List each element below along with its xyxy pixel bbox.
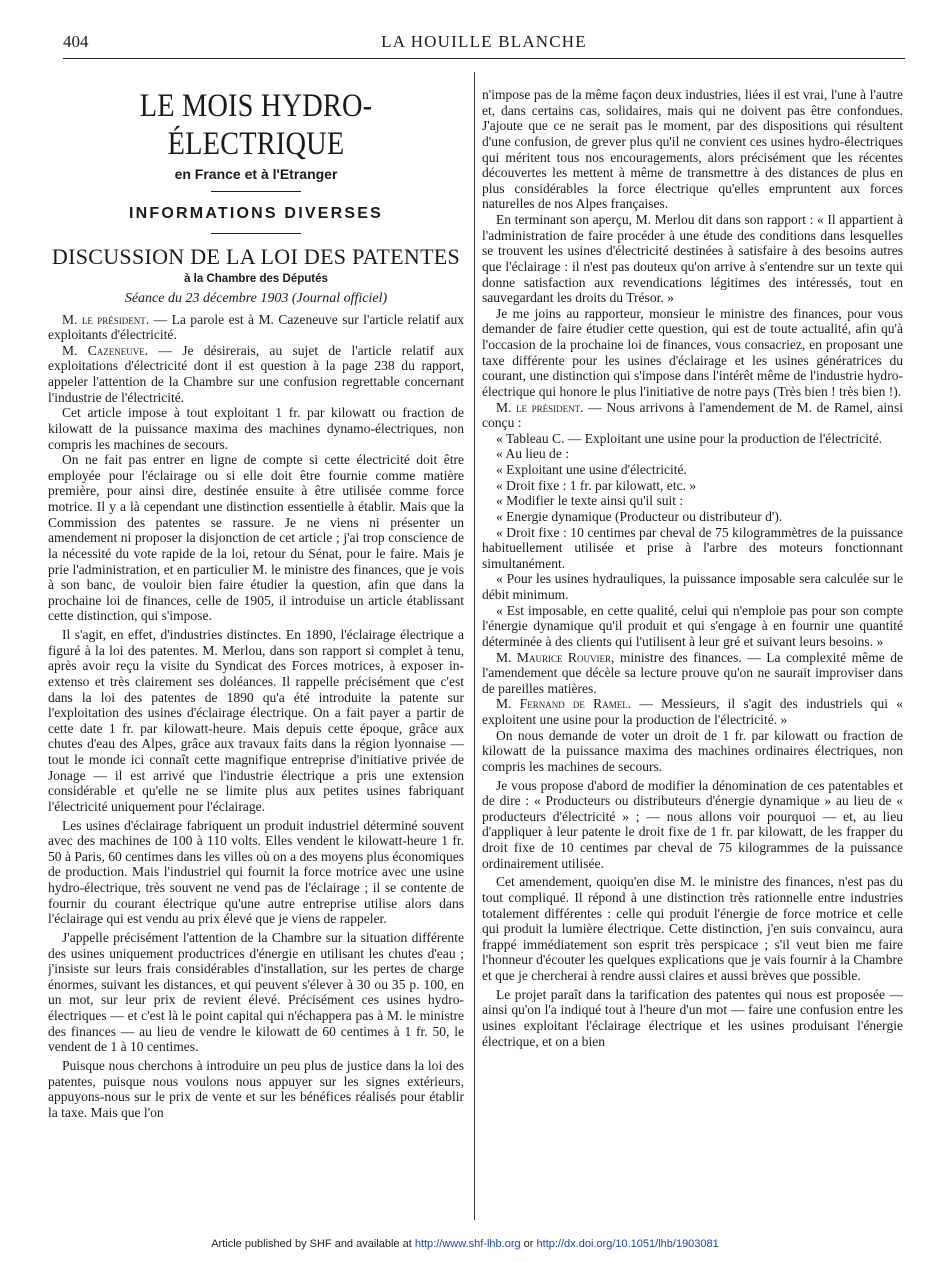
paragraph: n'impose pas de la même façon deux industries, liées il est vrai, l'une à l'autre et, dans certains cas, solidaires, mais qui ne doivent pas être confondues. J'ajoute que ce ne serait pas le moment, par des dispositions qui résultent d'une confusion, de grever plus qu'il ne convient ces usines hydro-électriques qui méritent tous nos encouragements, alors précisément que les récentes découvertes les mettent à même de transmettre à des distances de plus en plus considérables la force électrique qu'elles empruntent aux forces naturelles de nos Alpes françaises.	[482, 87, 903, 212]
paragraph	[482, 400, 903, 431]
paragraph: « Pour les usines hydrauliques, la puissance imposable sera calculée sur le débit minimum.	[482, 571, 903, 602]
paragraph: « Tableau C. — Exploitant une usine pour la production de l'électricité.	[496, 430, 883, 446]
seance-line: Séance du 23 décembre 1903 (Journal officiel)	[124, 290, 388, 306]
masthead-subtitle: en France et à l'Etranger	[174, 166, 338, 182]
paragraph: Puisque nous cherchons à introduire un peu plus de justice dans la loi des patentes, puisque nous voulons nous appuyer sur les signes extérieurs, appuyons-nous sur le prix de vente et sur les bénéfices réalisés pour établir la taxe. Mais que l'on	[48, 1057, 464, 1120]
paragraph: « Droit fixe : 10 centimes par cheval de 75 kilogrammètres de la puissance habituellement utilisée et prise à l'arbre des moteurs fonctionnant simultanément.	[482, 524, 903, 571]
page-header	[63, 30, 905, 56]
paragraph	[482, 650, 903, 697]
header-rule	[63, 58, 905, 59]
paragraph	[482, 696, 903, 727]
paragraph: « Au lieu de :	[496, 446, 569, 462]
column-divider	[474, 72, 475, 1220]
masthead-rule	[211, 191, 301, 192]
speaker: M. Cazeneuve.	[62, 342, 149, 358]
page-number: 404	[63, 32, 89, 51]
paragraph: « Exploitant une usine d'électricité.	[496, 462, 687, 477]
journal-title: LA HOUILLE BLANCHE	[381, 32, 587, 51]
paragraph: Cet article impose à tout exploitant 1 fr. par kilowatt ou fraction de kilowatt de la puissance maxima des machines dynamo-électriques, non compris les machines de secours.	[48, 405, 464, 452]
paragraph: On nous demande de voter un droit de 1 fr. par kilowatt ou fraction de kilowatt de la puissance maxima des machines ordinaires électriques, non compris les machines de secours.	[482, 727, 903, 774]
shf-link[interactable]: http://www.shf-lhb.org	[414, 1238, 521, 1250]
paragraph-text: — Messieurs, il s'agit des industriels qui « exploitent une usine pour la production de l'électricité. »	[482, 696, 903, 727]
paragraph: « Energie dynamique (Producteur ou distributeur d').	[496, 508, 783, 524]
paragraph: Le projet paraît dans la tarification des patentes qui nous est proposée — ainsi qu'on l'a indiqué tout à l'heure d'un mot — faire une confusion entre les usines exploitant l'éclairage électrique et les usines produisant l'énergie électrique, et on a bien	[482, 986, 903, 1049]
paragraph: Les usines d'éclairage fabriquent un produit industriel déterminé souvent avec des machines de 100 à 110 volts. Elles vendent le kilowatt-heure 1 fr. 50 à Paris, 60 centimes dans les villes où on a des moyens plus économiques de production. Mais l'industriel qui fournit la force motrice avec une usine hydro-électrique, très souvent ne vend pas de l'éclairage ; il se contente de fournir du courant électrique qu'une autre entreprise utilise alors dans l'éclairage qui est vendu au prix élevé que je viens de rappeler.	[48, 817, 464, 927]
speaker: M. Fernand de Ramel.	[496, 696, 632, 712]
paragraph-text: ministre des finances. — La complexité même de l'amendement que décèle sa lecture prouve qu'on ne saurait improviser dans de pareilles matières.	[482, 649, 903, 696]
paragraph: En terminant son aperçu, M. Merlou dit dans son rapport : « Il appartient à l'administration de faire procéder à une étude des conditions dans lesquelles se trouvent les usines d'électricité destinées à satisfaire à des besoins autres que l'éclairage : il n'est pas douteux qu'on arrive à s'entendre sur un texte qui donne satisfaction aux revendications légitimes des intéressés, tout en sauvegardant les droits du Trésor. »	[482, 212, 903, 306]
paragraph: Cet amendement, quoiqu'en dise M. le ministre des finances, n'est pas du tout compliqué. Il répond à une distinction très rationnelle entre industries totalement différentes : celle qui produit l'énergie de force motrice et celle qui produit la lumière électrique. Cette distinction, j'en suis convaincu, aura frappé immédiatement son esprit très perspicace ; s'il veut bien me faire l'honneur d'écouter les quelques explications que je vais fournir à la Chambre et que je chercherai à rendre aussi claires et aussi brèves que possible.	[482, 874, 903, 983]
paragraph: « Est imposable, en cette qualité, celui qui n'emploie pas pour son compte l'énergie dynamique qu'il produit et qui s'engage à en fournir une quantité déterminée à des clients qui l'utilisent à leur gré et suivant leurs besoins. »	[482, 602, 903, 649]
paragraph-text: — Nous arrivons à l'amendement de M. de Ramel, ainsi conçu :	[482, 399, 903, 431]
footer	[0, 1238, 930, 1250]
speaker: M. le président.	[496, 399, 584, 415]
footer-prefix: Article published by SHF and available at	[211, 1238, 412, 1250]
doi-link[interactable]: http://dx.doi.org/10.1051/lhb/1903081	[536, 1238, 719, 1250]
paragraph: Je me joins au rapporteur, monsieur le ministre des finances, pour vous demander de faire étudier cette question, qui est de toute actualité, afin qu'à l'occasion de la prochaine loi de finances, vous consacriez, en proposant une taxe différente pour les usines d'éclairage et les usines génératrices du courant, une distinction qui s'impose dans l'intérêt même de l'industrie hydro-électrique qui honore le plus l'initiative de notre pays (Très bien ! très bien !).	[482, 305, 903, 399]
paragraph: Il s'agit, en effet, d'industries distinctes. En 1890, l'éclairage électrique a figuré à la loi des patentes. M. Merlou, dans son rapport si complet à tenu, après avoir reçu la visite du Syndicat des Forces motrices, à exposer in-extenso et très clairement ses doléances. Il rappelle précisément que c'est dans la loi des patentes de 1890 qu'a été introduite la patente sur l'exploitation des usines d'éclairage électrique. On a fait payer a partir de cette date 1 fr. par kilowatt-heure. Mais depuis cette époque, grâce aux chutes d'eau des Alpes, grâce aux travaux faits dans la région lyonnaise — tout le monde ici connaît cette magnifique entreprise d'initiative privée de Jonage — il est arrivé que l'industrie électrique a pris une extension considérable et qu'elle ne se limite plus aux petites usines fabriquant l'électricité uniquement pour l'éclairage.	[48, 627, 464, 814]
footer-or: or	[523, 1238, 534, 1250]
left-column	[48, 85, 464, 1221]
speaker: M. le président.	[62, 311, 150, 327]
paragraph	[48, 343, 464, 406]
paragraph: On ne fait pas entrer en ligne de compte si cette électricité doit être employée pour l'éclairage ou si elle doit être fournie comme matière première, pour ainsi dire, destinée ensuite à être utilisée comme force motrice. Il y a là cependant une distinction essentielle à établir. Mais que la Commission des patentes se rassure. Je ne viens ni présenter un amendement ni proposer la disjonction de cet article ; j'ai trop conscience de la nécessité du vote rapide de la loi, retour du Sénat, pour le faire. Mais je prie l'administration, et en particulier M. le ministre des finances, que je vois à son banc, de vouloir bien faire étudier la question, afin que dans la prochaine loi de finances, celle de 1905, il introduise un article établissant cette distinction, qui s'impose.	[48, 452, 464, 624]
paragraph: Je vous propose d'abord de modifier la dénomination de ces patentables et de dire : « Producteurs ou distributeurs d'énergie dynamique » au lieu de « producteurs d'électricité » ; — nous allons voir pourquoi — et, au lieu d'appliquer à leur patente le droit fixe de 1 fr. par kilowatt, de les frapper du droit fixe de 10 centimes par cheval de 75 kilogrammes de la puissance ordinairement utilisée.	[482, 777, 903, 871]
paragraph: J'appelle précisément l'attention de la Chambre sur la situation différente des usines uniquement productrices d'énergie en utilisant les chutes d'eau ; j'insiste sur leurs frais considérables d'installation, sur les pertes de charge énormes, suivant les distances, et qui peuvent s'élever à 30 ou 35 p. 100, en un mot, sur leur prix de revient élevé. Précisément ces usines hydro-électriques — et c'est là le point capital qui n'échappera pas à M. le ministre des finances — au lieu de vendre le kilowatt de 60 centimes à 1 fr. 50, le vendent de 1 à 10 centimes.	[48, 929, 464, 1055]
paragraph	[48, 312, 464, 343]
section-rule	[211, 233, 301, 234]
right-column	[482, 87, 903, 1223]
paragraph-text: — Je désirerais, au sujet de l'article relatif aux exploitations d'électricité dont il est question à la page 238 du rapport, appeler l'attention de la Chambre sur une confusion regrettable concernant l'industrie de l'électricité.	[48, 342, 464, 405]
speaker: M. Maurice Rouvier,	[496, 649, 615, 665]
article-title: DISCUSSION DE LA LOI DES PATENTES	[51, 244, 461, 270]
masthead-title: LE MOIS HYDRO-ÉLECTRIQUE	[139, 88, 373, 162]
paragraph: « Modifier le texte ainsi qu'il suit :	[496, 493, 684, 509]
section-title: INFORMATIONS DIVERSES	[129, 204, 383, 222]
paragraph: « Droit fixe : 1 fr. par kilowatt, etc. »	[496, 477, 697, 493]
article-subtitle: à la Chambre des Députés	[184, 273, 328, 286]
paragraph-text: — La parole est à M. Cazeneuve sur l'article relatif aux exploitants d'électricité.	[48, 311, 464, 343]
